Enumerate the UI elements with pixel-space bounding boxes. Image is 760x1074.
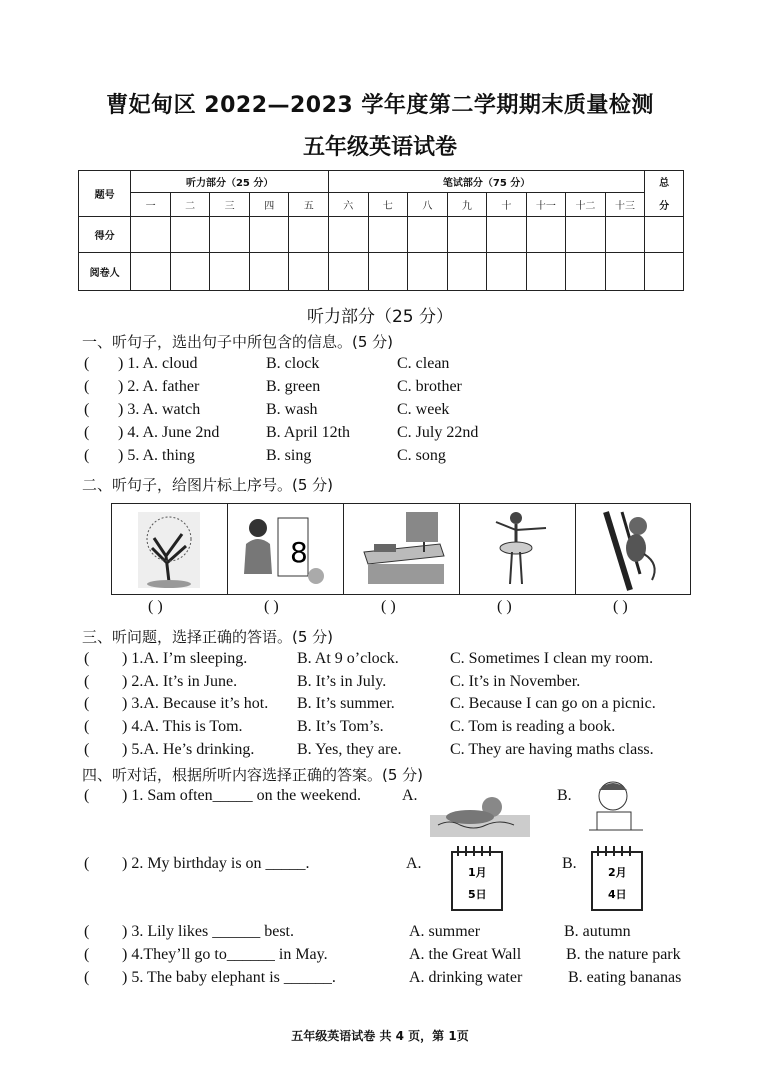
picture-monkey (575, 503, 691, 595)
grader-row-label: 阅卷人 (79, 253, 131, 291)
s3-option-a: ) 3.A. Because it’s hot. (122, 695, 269, 713)
question-number-cell: 十一 (526, 193, 566, 217)
score-cell[interactable] (368, 217, 408, 253)
total-header-top: 总 (645, 171, 684, 193)
s3-option-c: C. They are having maths class. (450, 740, 654, 758)
exam-subtitle: 五年级英语试卷 (302, 135, 457, 160)
grader-cell[interactable] (487, 253, 527, 291)
s1-option-a: ) 2. A. father (118, 378, 200, 395)
tree-icon (112, 504, 227, 594)
s4-q1: ) 1. Sam often_____ on the weekend. (122, 787, 362, 804)
score-cell[interactable] (487, 217, 527, 253)
grader-cell[interactable] (408, 253, 448, 291)
paren: ( (84, 923, 90, 940)
score-cell[interactable] (170, 217, 210, 253)
s1-option-a: ) 3. A. watch (118, 401, 201, 418)
question-number-cell: 八 (408, 193, 448, 217)
s4-q1-b: B. (557, 787, 572, 804)
question-number-cell: 十三 (605, 193, 645, 217)
answer-paren[interactable]: ( (84, 650, 90, 667)
s1-option-a: ) 5. A. thing (118, 447, 195, 464)
answer-paren[interactable]: ( (84, 740, 90, 758)
picture-answer-blank[interactable]: ( ) (264, 598, 279, 615)
writing-header: 笔试部分（75 分） (328, 171, 644, 193)
s4-q4-b: B. the nature park (566, 946, 681, 963)
s3-option-c: C. Tom is reading a book. (450, 718, 616, 736)
s3-option-a: ) 2.A. It’s in June. (122, 672, 238, 690)
s3-option-c: C. Sometimes I clean my room. (450, 650, 654, 667)
picture-dancer (459, 503, 576, 595)
score-row-label: 得分 (79, 217, 131, 253)
score-cell[interactable] (289, 217, 329, 253)
picture-birthday (227, 503, 344, 595)
grader-cell[interactable] (447, 253, 487, 291)
answer-paren[interactable]: ( (84, 672, 90, 690)
grader-cell[interactable] (328, 253, 368, 291)
answer-paren[interactable]: ( (84, 401, 90, 418)
s4-q5-b: B. eating bananas (568, 969, 682, 986)
score-cell[interactable] (328, 217, 368, 253)
question-number-cell: 一 (131, 193, 171, 217)
paren: ( (84, 787, 90, 804)
picture-answer-blank[interactable]: ( ) (148, 598, 163, 615)
exam-title: 曹妃甸区 2022—2023 学年度第二学期期末质量检测 (106, 93, 654, 118)
score-cell[interactable] (605, 217, 645, 253)
score-cell[interactable] (408, 217, 448, 253)
s4-q4-a: A. the Great Wall (409, 946, 522, 963)
grader-cell[interactable] (289, 253, 329, 291)
question-number-cell: 九 (447, 193, 487, 217)
total-score-cell[interactable] (645, 217, 684, 253)
s1-option-b: B. green (266, 378, 321, 395)
s4-q3: ) 3. Lily likes ______ best. (122, 923, 294, 940)
paren: ( (84, 969, 90, 986)
paren: ( (84, 946, 90, 963)
s4-q2-a: A. (406, 855, 422, 872)
monkey-icon (576, 504, 690, 594)
answer-paren[interactable]: ( (84, 378, 90, 395)
swimming-icon (430, 785, 530, 841)
cal-a-day: 5日 (468, 888, 487, 901)
calendar-b-icon (588, 842, 646, 914)
s3-option-c: C. It’s in November. (450, 672, 581, 690)
listening-header: 听力部分（25 分） (131, 171, 329, 193)
cal-b-day: 4日 (608, 888, 627, 901)
score-cell[interactable] (447, 217, 487, 253)
s4-q5-a: A. drinking water (409, 969, 523, 986)
score-cell[interactable] (566, 217, 606, 253)
grader-cell[interactable] (131, 253, 171, 291)
picture-tree (111, 503, 228, 595)
grader-cell[interactable] (368, 253, 408, 291)
picture-answer-blank[interactable]: ( ) (497, 598, 512, 615)
cal-b-month: 2月 (608, 866, 627, 879)
s1-option-a: ) 4. A. June 2nd (118, 424, 220, 441)
answer-paren[interactable]: ( (84, 424, 90, 441)
s3-option-a: ) 1.A. I’m sleeping. (122, 650, 248, 667)
question-number-cell: 十二 (566, 193, 606, 217)
question-number-cell: 六 (328, 193, 368, 217)
ballet-dancer-icon (460, 504, 575, 594)
s3-option-b: B. Yes, they are. (297, 740, 402, 758)
score-cell[interactable] (526, 217, 566, 253)
s3-option-b: B. It’s in July. (297, 672, 387, 690)
section1-title: 一、听句子，选出句子中所包含的信息。(5 分) (82, 333, 394, 351)
answer-paren[interactable]: ( (84, 355, 90, 372)
s4-q1-a: A. (402, 787, 418, 804)
s3-option-a: ) 5.A. He’s drinking. (122, 740, 255, 758)
reading-boy-icon (583, 776, 649, 836)
score-cell[interactable] (131, 217, 171, 253)
score-cell[interactable] (210, 217, 250, 253)
s4-q4: ) 4.They’ll go to______ in May. (122, 946, 328, 963)
grader-cell[interactable] (210, 253, 250, 291)
s1-option-b: B. sing (266, 447, 312, 464)
calendar-number: 8 (290, 536, 308, 569)
s1-option-c: C. week (397, 401, 450, 418)
question-number-cell: 三 (210, 193, 250, 217)
s4-q2: ) 2. My birthday is on _____. (122, 855, 310, 872)
question-number-cell: 十 (487, 193, 527, 217)
s3-option-a: ) 4.A. This is Tom. (122, 718, 243, 736)
s1-option-c: C. brother (397, 378, 462, 395)
s1-option-c: C. song (397, 447, 446, 464)
s4-q5: ) 5. The baby elephant is ______. (122, 969, 336, 986)
page-footer: 五年级英语试卷 共 4 页，第 1页 (291, 1029, 469, 1043)
grader-cell[interactable] (566, 253, 606, 291)
question-number-cell: 四 (249, 193, 289, 217)
section4-title: 四、听对话，根据所听内容选择正确的答案。(5 分) (82, 766, 424, 784)
s1-option-a: ) 1. A. cloud (118, 355, 198, 372)
calendar-a-icon (448, 842, 506, 914)
s3-option-c: C. Because I can go on a picnic. (450, 695, 656, 713)
total-grader-cell[interactable] (645, 253, 684, 291)
s4-q3-b: B. autumn (564, 923, 631, 940)
section3-title: 三、听问题，选择正确的答语。(5 分) (82, 628, 334, 646)
paren: ( (84, 855, 90, 872)
s3-option-b: B. At 9 o’clock. (297, 650, 399, 667)
birthday-calendar-icon (228, 504, 343, 594)
picture-desk (343, 503, 460, 595)
cal-a-month: 1月 (468, 866, 487, 879)
s3-option-b: B. It’s summer. (297, 695, 395, 713)
section2-title: 二、听句子，给图片标上序号。(5 分) (82, 476, 334, 494)
question-number-cell: 二 (170, 193, 210, 217)
total-header-bottom: 分 (645, 193, 684, 217)
s1-option-b: B. wash (266, 401, 318, 418)
listening-title: 听力部分（25 分） (306, 307, 454, 327)
score-table (78, 170, 684, 291)
grader-cell[interactable] (170, 253, 210, 291)
header-label: 题号 (79, 171, 131, 217)
desk-icon (344, 504, 459, 594)
picture-answer-blank[interactable]: ( ) (613, 598, 628, 615)
grader-cell[interactable] (605, 253, 645, 291)
question-number-cell: 七 (368, 193, 408, 217)
score-cell[interactable] (249, 217, 289, 253)
grader-cell[interactable] (526, 253, 566, 291)
s1-option-c: C. clean (397, 355, 450, 372)
question-number-cell: 五 (289, 193, 329, 217)
answer-paren[interactable]: ( (84, 718, 90, 736)
s1-option-c: C. July 22nd (397, 424, 479, 441)
s4-q2-b: B. (562, 855, 577, 872)
s4-q3-a: A. summer (409, 923, 481, 940)
answer-paren[interactable]: ( (84, 447, 90, 464)
s3-option-b: B. It’s Tom’s. (297, 718, 384, 736)
s1-option-b: B. clock (266, 355, 320, 372)
grader-cell[interactable] (249, 253, 289, 291)
picture-answer-blank[interactable]: ( ) (381, 598, 396, 615)
answer-paren[interactable]: ( (84, 695, 90, 713)
s1-option-b: B. April 12th (266, 424, 351, 441)
